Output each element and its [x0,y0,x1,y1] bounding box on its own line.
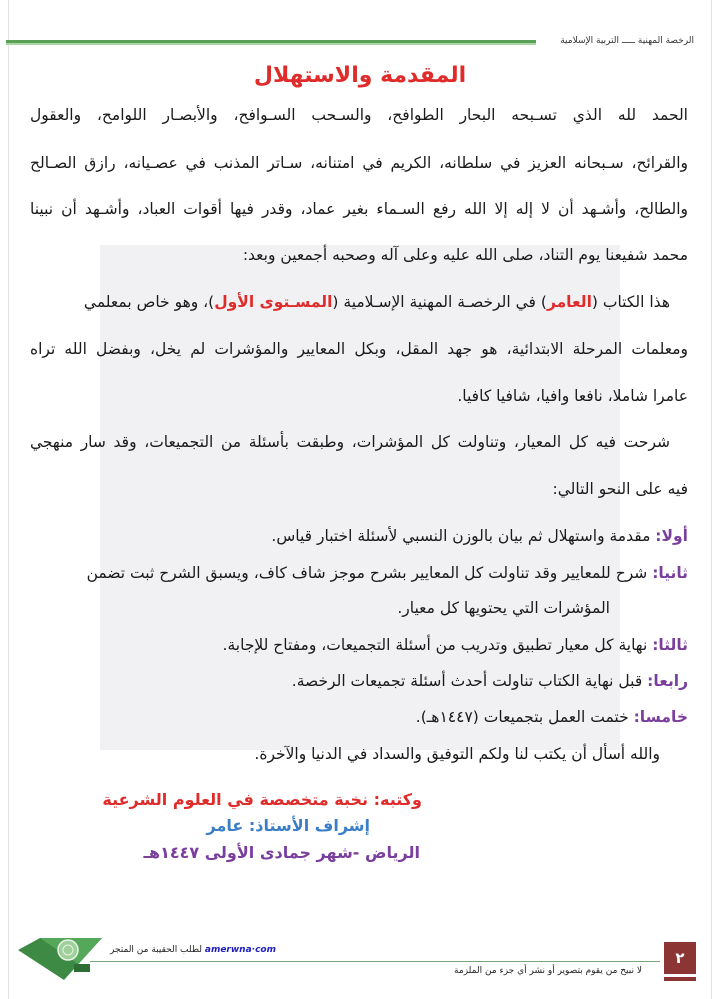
list-label: ثانيا: [652,564,688,582]
page-title: المقدمة والاستهلال [253,63,467,88]
paragraph-line: عامرا شاملا، نافعا وافيا، شافيا كافيا. [457,387,688,405]
text: هذا الكتاب ( [591,293,670,311]
copyright-note: لا نبيح من يقوم بتصوير أو نشر أي جزء من الملزمة [454,966,642,976]
paragraph-line: شرحت فيه كل المعيار، وتناولت كل المؤشرات، وطبقت بأسئلة من التجميعات، وقد سار منهجي [30,433,670,451]
list-label: خامسا: [633,708,688,726]
store-note [110,945,276,955]
signature-author: وكتبه: نخبة متخصصة في العلوم الشرعية [102,790,422,809]
list-item [30,634,688,656]
highlight-level: المسـتوى الأول [214,293,333,311]
text: ) في الرخصـة المهنية الإسـلامية ( [332,293,547,311]
list-text: مقدمة واستهلال ثم بيان بالوزن النسبي لأسئلة اختبار قياس. [271,527,656,545]
paragraph-line: فيه على النحو التالي: [552,480,688,498]
list-text: قبل نهاية الكتاب تناولت أحدث أسئلة تجميعات الرخصة. [291,672,648,690]
store-link[interactable]: amerwna·com [204,945,276,955]
signature-place-date: الرياض -شهر جمادى الأولى ١٤٤٧هـ [143,843,420,862]
signature-supervisor: إشراف الأستاذ: عامر [206,816,370,835]
paragraph-line: الحمد لله الذي تسـبحه البحار الطوافح، والسـحب السـوافح، والأبصـار اللوامح، والعقول [30,106,688,124]
list-label: ثالثا: [652,636,688,654]
paragraph-line: ومعلمات المرحلة الابتدائية، هو جهد المقل، وبكل المعايير والمؤشرات لم يخل، وبفضل الله تراه [30,340,688,358]
list-label: أولا: [655,527,688,545]
list-item [30,562,688,584]
running-header: الرخصة المهنية ـــــ التربية الإسلامية [560,36,694,46]
text: )، وهو خاص بمعلمي [83,293,215,311]
highlight-book-name: العامر [546,293,592,311]
closing-line: والله أسأل أن يكتب لنا ولكم التوفيق والسداد في الدنيا والآخرة. [254,745,660,763]
list-item [30,706,688,728]
paragraph-line [30,291,670,313]
list-item-continuation: المؤشرات التي يحتويها كل معيار. [397,599,610,617]
list-text: ختمت العمل بتجميعات (١٤٤٧هـ). [415,708,634,726]
publisher-logo-icon [18,938,106,980]
paragraph-line: محمد شفيعنا يوم التناد، صلى الله عليه وعلى آله وصحبه أجمعين وبعد: [242,246,688,264]
list-item [30,670,688,692]
paragraph-line: والقرائح، سـبحانه العزيز في سلطانه، الكريم في امتنانه، سـاتر المذنب في عصـيانه، رازق الصـالح [30,154,688,172]
list-text: نهاية كل معيار تطبيق وتدريب من أسئلة التجميعات، ومفتاح للإجابة. [222,636,653,654]
order-text: لطلب الحقيبة من المتجر [110,945,202,955]
footer-rule [90,961,660,962]
header-rule [6,40,536,45]
paragraph-line: والطالح، وأشـهد أن لا إله إلا الله رفع السـماء بغير عماد، وقدر فيها أقوات العباد، وأشـهد أن نبينا [30,200,688,218]
page-number-badge: ٢ [664,942,696,977]
list-label: رابعا: [647,672,688,690]
list-text: شرح للمعايير وقد تناولت كل المعايير بشرح موجز شاف كاف، ويسبق الشرح ثبت تضمن [86,564,653,582]
list-item [30,525,688,547]
